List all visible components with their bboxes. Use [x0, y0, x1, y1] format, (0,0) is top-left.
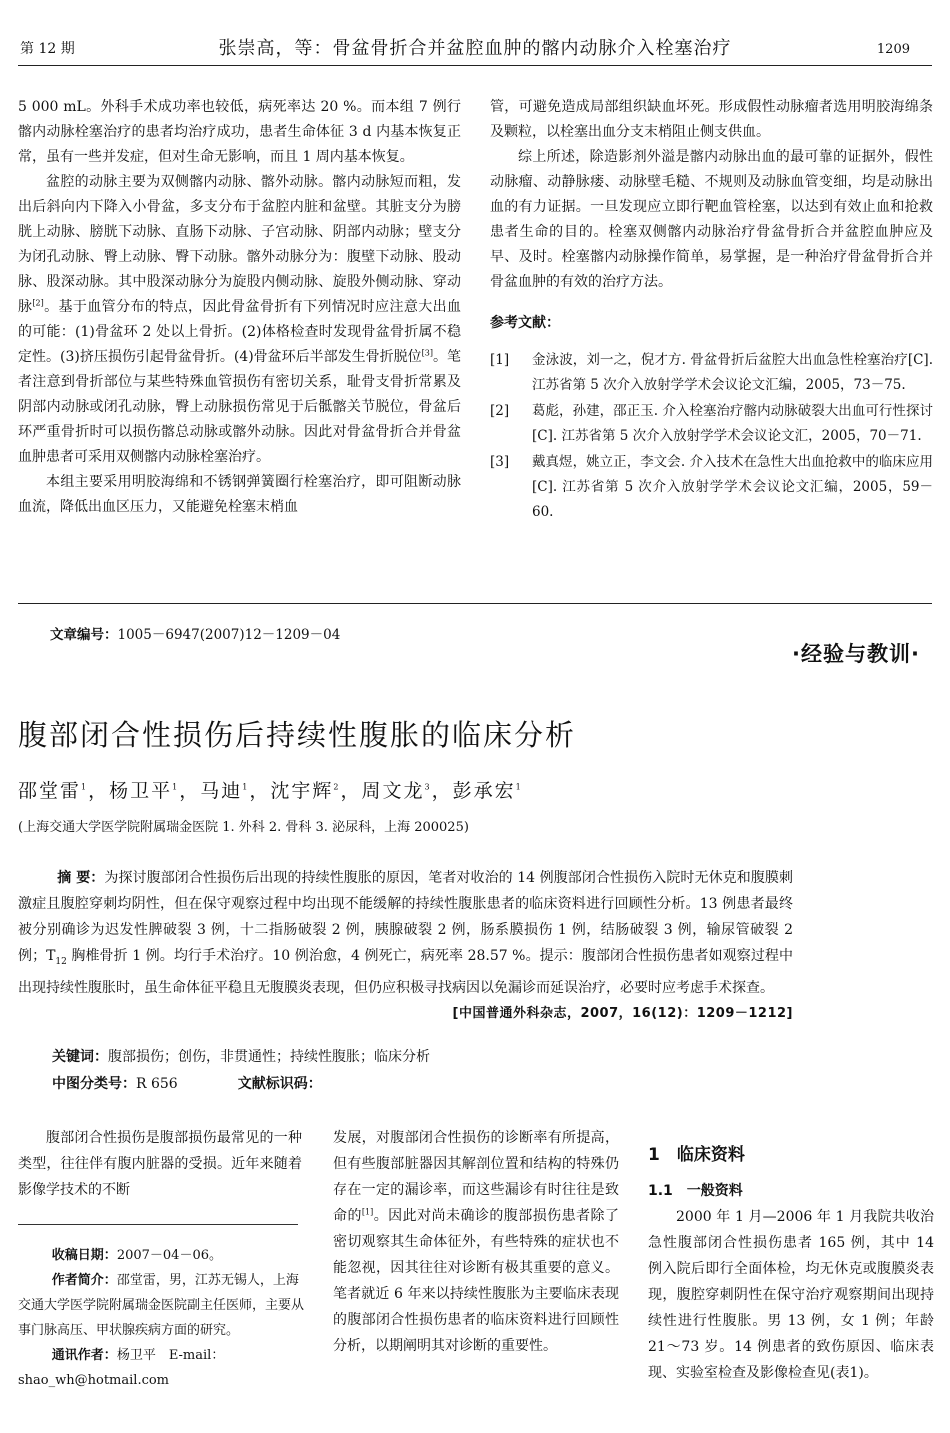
- reference-item: [1] 金泳波，刘一之，倪才方. 骨盆骨折后盆腔大出血急性栓塞治疗[C]. 江苏省第 5 次介入放射学学术会议论文汇编，2005，73－75.: [490, 352, 933, 393]
- section-heading: 1 临床资料: [648, 1145, 745, 1165]
- body-column-1: [18, 1125, 302, 1203]
- paragraph: 腹部闭合性损伤是腹部损伤最常见的一种类型，往往伴有腹内脏器的受损。近年来随着影像学技术的不断: [18, 1130, 302, 1198]
- paragraph: 2000 年 1 月—2006 年 1 月我院共收治急性腹部闭合性损伤患者 165 例，其中 14 例入院后即行全面体检，均无休克或腹膜炎表现，腹腔穿刺阴性在保守治疗观察期间出现持续性进行性腹胀。男 13 例，女 1 例；年龄 21～73 岁。14 例患者的致伤原因、临床表现、实验室检查及影像检查见(表1)。: [648, 1209, 934, 1381]
- classification: 中图分类号：R 656 文献标识码：: [52, 1076, 322, 1092]
- prev-article-left-column: [18, 95, 461, 520]
- author: 马迪: [200, 780, 243, 802]
- section-divider: [18, 603, 932, 604]
- issue-label: 第 12 期: [20, 41, 75, 57]
- reference-item: [2] 葛彪，孙建，邵正玉. 介入栓塞治疗髂内动脉破裂大出血可行性探讨[C]. 江苏省第 5 次介入放射学学术会议论文汇，2005，70－71.: [490, 403, 933, 444]
- paragraph: 5 000 mL。外科手术成功率也较低，病死率达 20 %。而本组 7 例行髂内动脉栓塞治疗的患者均治疗成功，患者生命体征 3 d 内基本恢复正常，虽有一些并发症，但对生命无影响，而且 1 周内基本恢复。: [18, 99, 461, 165]
- paragraph: 盆腔的动脉主要为双侧髂内动脉、髂外动脉。髂内动脉短而粗，发出后斜向内下降入小骨盆，多支分布于盆腔内脏和盆壁。其脏支分为膀胱上动脉、膀胱下动脉、直肠下动脉、子宫动脉、阴部内动脉；壁支分为闭孔动脉、臀上动脉、臀下动脉。髂外动脉分为：腹壁下动脉、股动脉、股深动脉。其中股深动脉分为旋股内侧动脉、旋股外侧动脉、穿动脉[2]。基于血管分布的特点，因此骨盆骨折有下列情况时应注意大出血的可能：(1)骨盆环 2 处以上骨折。(2)体格检查时发现骨盆骨折属不稳定性。(3)挤压损伤引起骨盆骨折。(4)骨盆环后半部发生骨折脱位[3]。笔者注意到骨折部位与某些特殊血管损伤有密切关系，耻骨支骨折常累及阴部内动脉或闭孔动脉，臀上动脉损伤常见于后骶髂关节脱位，骨盆后环严重骨折时可以损伤髂总动脉或髂外动脉。因此对骨盆骨折合并骨盆血肿患者可采用双侧髂内动脉栓塞治疗。: [18, 174, 462, 465]
- author: 周文龙: [361, 780, 425, 802]
- footnote-rule: [18, 1224, 298, 1225]
- journal-citation: [中国普通外科杂志，2007，16(12)：1209－1212]: [452, 1005, 793, 1021]
- received-date: 收稿日期：2007－04－06。: [51, 1248, 222, 1263]
- article-number: 文章编号：1005－6947(2007)12－1209－04: [50, 627, 341, 643]
- references-heading: 参考文献：: [490, 315, 560, 331]
- author: 杨卫平: [109, 780, 173, 802]
- corresponding-author: 通讯作者：杨卫平 E-mail：shao_wh@hotmail.com: [18, 1348, 225, 1388]
- prev-article-right-column: [490, 95, 933, 526]
- section-tag: ·经验与教训·: [792, 642, 920, 666]
- paragraph: 管，可避免造成局部组织缺血坏死。形成假性动脉瘤者选用明胶海绵条及颗粒，以栓塞出血分支末梢阻止侧支供血。: [490, 99, 933, 140]
- citation-mark: [3]: [421, 348, 434, 358]
- author: 邵堂雷: [18, 780, 82, 802]
- affiliation: (上海交通大学医学院附属瑞金医院 1. 外科 2. 骨科 3. 泌尿科，上海 200025): [18, 820, 469, 835]
- page-number: 1209: [876, 42, 910, 57]
- article-title: 腹部闭合性损伤后持续性腹胀的临床分析: [18, 718, 577, 752]
- author-bio: 作者简介：邵堂雷，男，江苏无锡人，上海交通大学医学院附属瑞金医院副主任医师，主要从事门脉高压、甲状腺疾病方面的研究。: [18, 1273, 305, 1338]
- running-title: 张崇高，等：骨盆骨折合并盆腔血肿的髂内动脉介入栓塞治疗: [218, 38, 732, 59]
- keywords: 关键词：腹部损伤；创伤，非贯通性；持续性腹胀；临床分析: [52, 1049, 430, 1065]
- body-column-2: [333, 1125, 619, 1359]
- header-rule: [18, 65, 932, 66]
- paragraph: 发展，对腹部闭合性损伤的诊断率有所提高，但有些腹部脏器因其解剖位置和结构的特殊仍存在一定的漏诊率，而这些漏诊有时往往是致命的[1]。因此对尚未确诊的腹部损伤患者除了密切观察其生命体征外，有些特殊的症状也不能忽视，因其往往对诊断有极其重要的意义。笔者就近 6 年来以持续性腹胀为主要临床表现的腹部闭合性损伤患者的临床资料进行回顾性分析，以期阐明其对诊断的重要性。: [333, 1130, 620, 1354]
- subsection-heading: 1.1 一般资料: [648, 1183, 743, 1199]
- author: 沈宇辉: [270, 780, 334, 802]
- reference-item: [3] 戴真煜，姚立正，李文会. 介入技术在急性大出血抢救中的临床应用[C]. 江苏省第 5 次介入放射学学术会议论文汇编，2005，59－60.: [490, 454, 933, 520]
- body-column-3: [648, 1204, 934, 1386]
- citation-mark: [1]: [361, 1207, 374, 1217]
- paragraph: 综上所述，除造影剂外溢是髂内动脉出血的最可靠的证据外，假性动脉瘤、动静脉瘘、动脉壁毛糙、不规则及动脉血管变细，均是动脉出血的有力证据。一旦发现应立即行靶血管栓塞，以达到有效止血和抢救患者生命的目的。栓塞双侧髂内动脉治疗骨盆骨折合并盆腔血肿应及早、及时。栓塞髂内动脉操作简单，易掌握，是一种治疗骨盆骨折合并骨盆血肿的有效的治疗方法。: [490, 149, 933, 290]
- citation-mark: [2]: [32, 298, 44, 308]
- footnotes: [18, 1243, 308, 1393]
- author-list: 邵堂雷$^1$，杨卫平$^1$，马迪$^1$，沈宇辉$^2$，周文龙$^3$，彭承宏$^1$: [18, 780, 523, 802]
- abstract: 摘 要：为探讨腹部闭合性损伤后出现的持续性腹胀的原因，笔者对收治的 14 例腹部闭合性损伤入院时无休克和腹膜刺激症且腹腔穿刺均阴性，但在保守观察过程中均出现不能缓解的持续性腹胀患者的临床资料进行回顾性分析。13 例患者最终被分别确诊为迟发性脾破裂 3 例，十二指肠破裂 2 例，胰腺破裂 2 例，肠系膜损伤 1 例，结肠破裂 3 例，输尿管破裂 2 例；$T_{12}$ 胸椎骨折 1 例。均行手术治疗。10 例治愈，4 例死亡，病死率 28.57 %。提示：腹部闭合性损伤患者如观察过程中出现持续性腹胀时，虽生命体征平稳且无腹膜炎表现，但仍应积极寻找病因以免漏诊而延误治疗，必要时应考虑手术探查。 [中国普通外科杂志，2007，16(12)：1209－1212]: [18, 865, 793, 1027]
- paragraph: 本组主要采用明胶海绵和不锈钢弹簧圈行栓塞治疗，即可阻断动脉血流，降低出血区压力，又能避免栓塞末梢血: [18, 474, 461, 515]
- author: 彭承宏: [452, 780, 516, 802]
